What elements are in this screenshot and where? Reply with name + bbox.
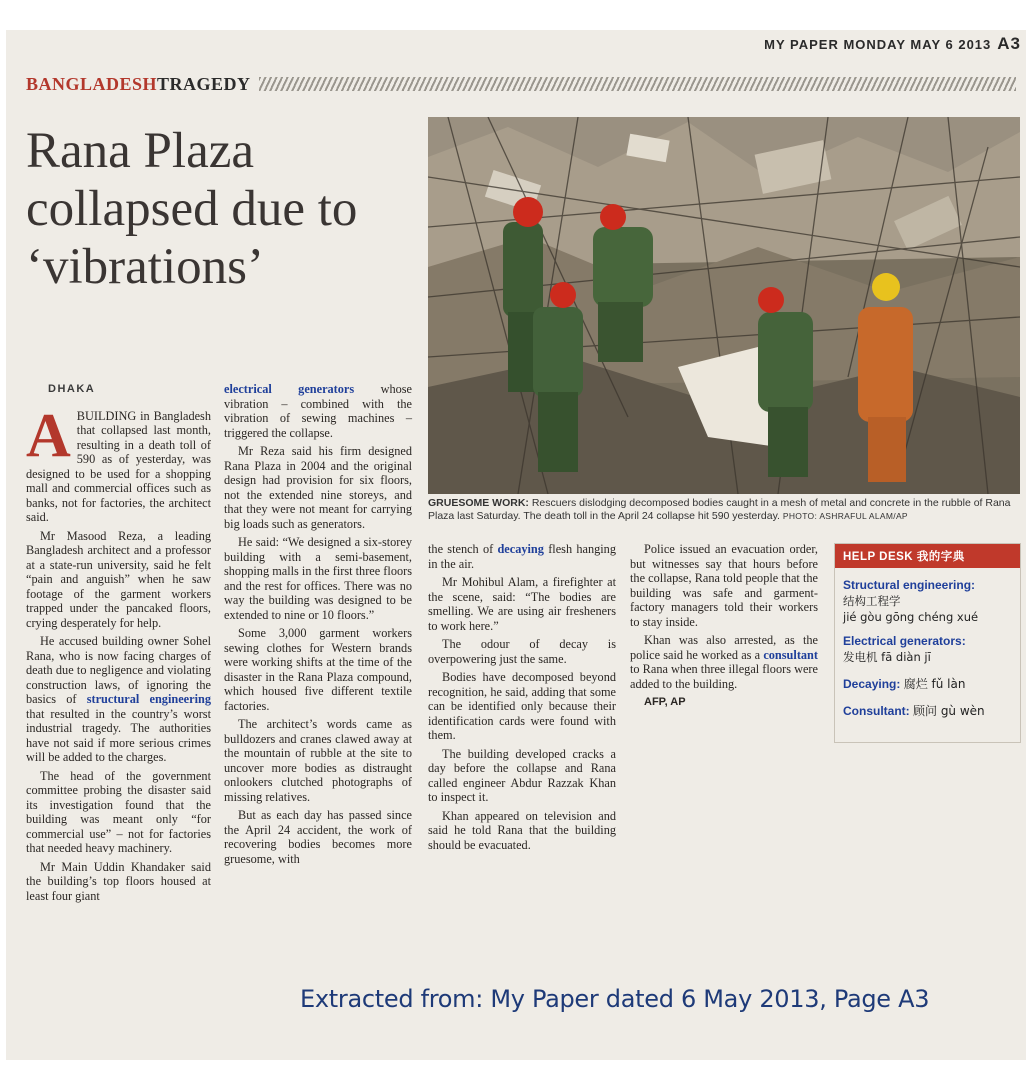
glossary-term-decaying: decaying	[497, 542, 544, 556]
paragraph: But as each day has passed since the April 24 accident, the work of recovering bodies becomes more gruesome, with	[224, 808, 412, 866]
help-desk-title	[835, 544, 1020, 568]
byline-agencies: AFP, AP	[644, 696, 686, 708]
paragraph: Khan appeared on television and said he told Rana that the building should be evacuated.	[428, 808, 616, 852]
help-desk-title-text: HELP DESK	[843, 551, 914, 563]
section-kicker	[26, 73, 1016, 95]
drop-cap: A	[26, 401, 71, 470]
help-chinese-consultant: 顾问 gù wèn	[913, 704, 985, 718]
paragraph-text: that resulted in the country’s worst industrial tragedy. The authorities have not said if more serious crimes will be added to the charges.	[26, 706, 211, 764]
paragraph-text: Khan was also arrested, as the police said he worked as a	[630, 633, 818, 662]
glossary-term-consultant: consultant	[763, 647, 818, 662]
help-entry-decaying	[843, 675, 1012, 692]
article-column-1	[26, 382, 211, 907]
dateline: DHAKA	[48, 383, 96, 395]
caption-label: GRUESOME WORK:	[428, 497, 529, 509]
paragraph: Police issued an evacuation order, but witnesses say that hours before the collapse, Rana told people that the building was safe and garment-factory managers told their workers to stay inside.	[630, 542, 818, 629]
paragraph-text: He accused building owner Sohel Rana, who is now facing charges of death due to negligence and violating construction laws, of ignoring the basics of	[26, 634, 211, 706]
photo-caption	[428, 497, 1018, 523]
help-term-generators: Electrical generators:	[843, 634, 966, 648]
help-term-consultant: Consultant:	[843, 704, 910, 718]
help-term-structural: Structural engineering:	[843, 578, 976, 592]
paragraph: Mr Main Uddin Khandaker said the building’s top floors housed at least four giant	[26, 859, 211, 903]
help-term-decaying: Decaying:	[843, 677, 901, 691]
article-column-2	[224, 382, 412, 870]
paragraph: The odour of decay is overpowering just the same.	[428, 637, 616, 666]
article-column-4	[630, 542, 818, 714]
kicker-hatch-rule	[259, 77, 1016, 91]
paragraph-text: the stench of	[428, 542, 494, 556]
paragraph-text: whose vibration – combined with the vibration of sewing machines – triggered the collapse.	[224, 382, 413, 440]
kicker-bangladesh: BANGLADESH	[26, 73, 158, 94]
paragraph	[428, 542, 616, 571]
paragraph: The head of the government committee probing the disaster said its investigation found that the building was meant only “for commercial use” – not for factories that needed heavy machinery.	[26, 768, 211, 855]
paragraph	[26, 634, 211, 765]
photo-credit: PHOTO: ASHRAFUL ALAM/AP	[782, 511, 908, 521]
help-chinese-structural: 结构工程学	[843, 594, 901, 608]
paragraph: Mr Reza said his firm designed Rana Plaza in 2004 and the original design had provision for six floors, not the extended nine storeys, and that they were not meant for carrying big loads such as generators.	[224, 444, 412, 531]
help-chinese-generators: 发电机 fā diàn jī	[843, 650, 931, 664]
glossary-term-structural: structural engineering	[86, 692, 211, 706]
kicker-tragedy: TRAGEDY	[157, 73, 251, 94]
paragraph	[224, 382, 412, 440]
masthead-text: MY PAPER MONDAY MAY 6 2013	[764, 37, 992, 52]
article-column-3	[428, 542, 616, 856]
rescue-photo	[428, 117, 1020, 494]
paragraph-text: to Rana when three illegal floors were added to the building.	[630, 662, 818, 691]
paragraph-text: flesh hanging in the air.	[428, 542, 616, 571]
help-pinyin-structural: jié gòu gōng chéng xué	[843, 610, 979, 624]
help-entry-consultant	[843, 702, 1012, 719]
help-chinese-decaying: 腐烂 fǔ làn	[903, 677, 966, 691]
rescuer-3	[533, 282, 583, 472]
paragraph: Some 3,000 garment workers sewing clothes for Western brands were working shifts at the time of the disaster in the Rana Plaza compound, which housed five different textile factories.	[224, 626, 412, 713]
source-note: Extracted from: My Paper dated 6 May 2013, Page A3	[300, 985, 930, 1013]
paragraph: He said: “We designed a six-storey building with a semi-basement, shopping malls in the first three floors and the rest for offices. There was no way the building was designed to be extended to nine or 10 floors.”	[224, 535, 412, 622]
paragraph: The architect’s words came as bulldozers and cranes clawed away at the mountain of rubble at the site to uncover more bodies as distraught onlookers clutched photographs of missing relatives.	[224, 717, 412, 804]
glossary-term-generators: electrical generators	[224, 382, 355, 396]
paragraph: Mr Masood Reza, a leading Bangladesh architect and a professor at a state-run university, said he felt “pain and anguish” when he saw footage of the garment workers trapped under the pancaked floors, crying desperately for help.	[26, 528, 211, 630]
help-desk-title-cn: 我的字典	[916, 551, 965, 563]
paragraph-text: BUILDING in Bangladesh that collapsed last month, resulting in a death toll of 590 as of yesterday, was designed to be used for a shopping mall and commercial offices such as banks, not for factories, the architect said.	[26, 408, 211, 524]
help-desk-box	[834, 543, 1021, 743]
page-number: A3	[997, 34, 1021, 53]
caption-text: Rescuers dislodging decomposed bodies caught in a mesh of metal and concrete in the rubble of Rana Plaza last Saturday. The death toll in the April 24 collapse hit 590 yesterday.	[428, 497, 1011, 522]
paragraph	[630, 633, 818, 691]
paragraph: Bodies have decomposed beyond recognition, he said, adding that some can be identified only because their identification cards were found with them.	[428, 670, 616, 742]
paragraph	[26, 401, 211, 525]
masthead	[764, 34, 1021, 54]
rubble-illustration	[428, 117, 1020, 494]
headline: Rana Plaza collapsed due to ‘vibrations’	[26, 123, 358, 295]
paragraph: Mr Mohibul Alam, a firefighter at the scene, said: “The bodies are smelling. We are using air fresheners to work here.”	[428, 575, 616, 633]
paragraph: The building developed cracks a day before the collapse and Rana called engineer Abdur Razzak Khan to inspect it.	[428, 746, 616, 804]
